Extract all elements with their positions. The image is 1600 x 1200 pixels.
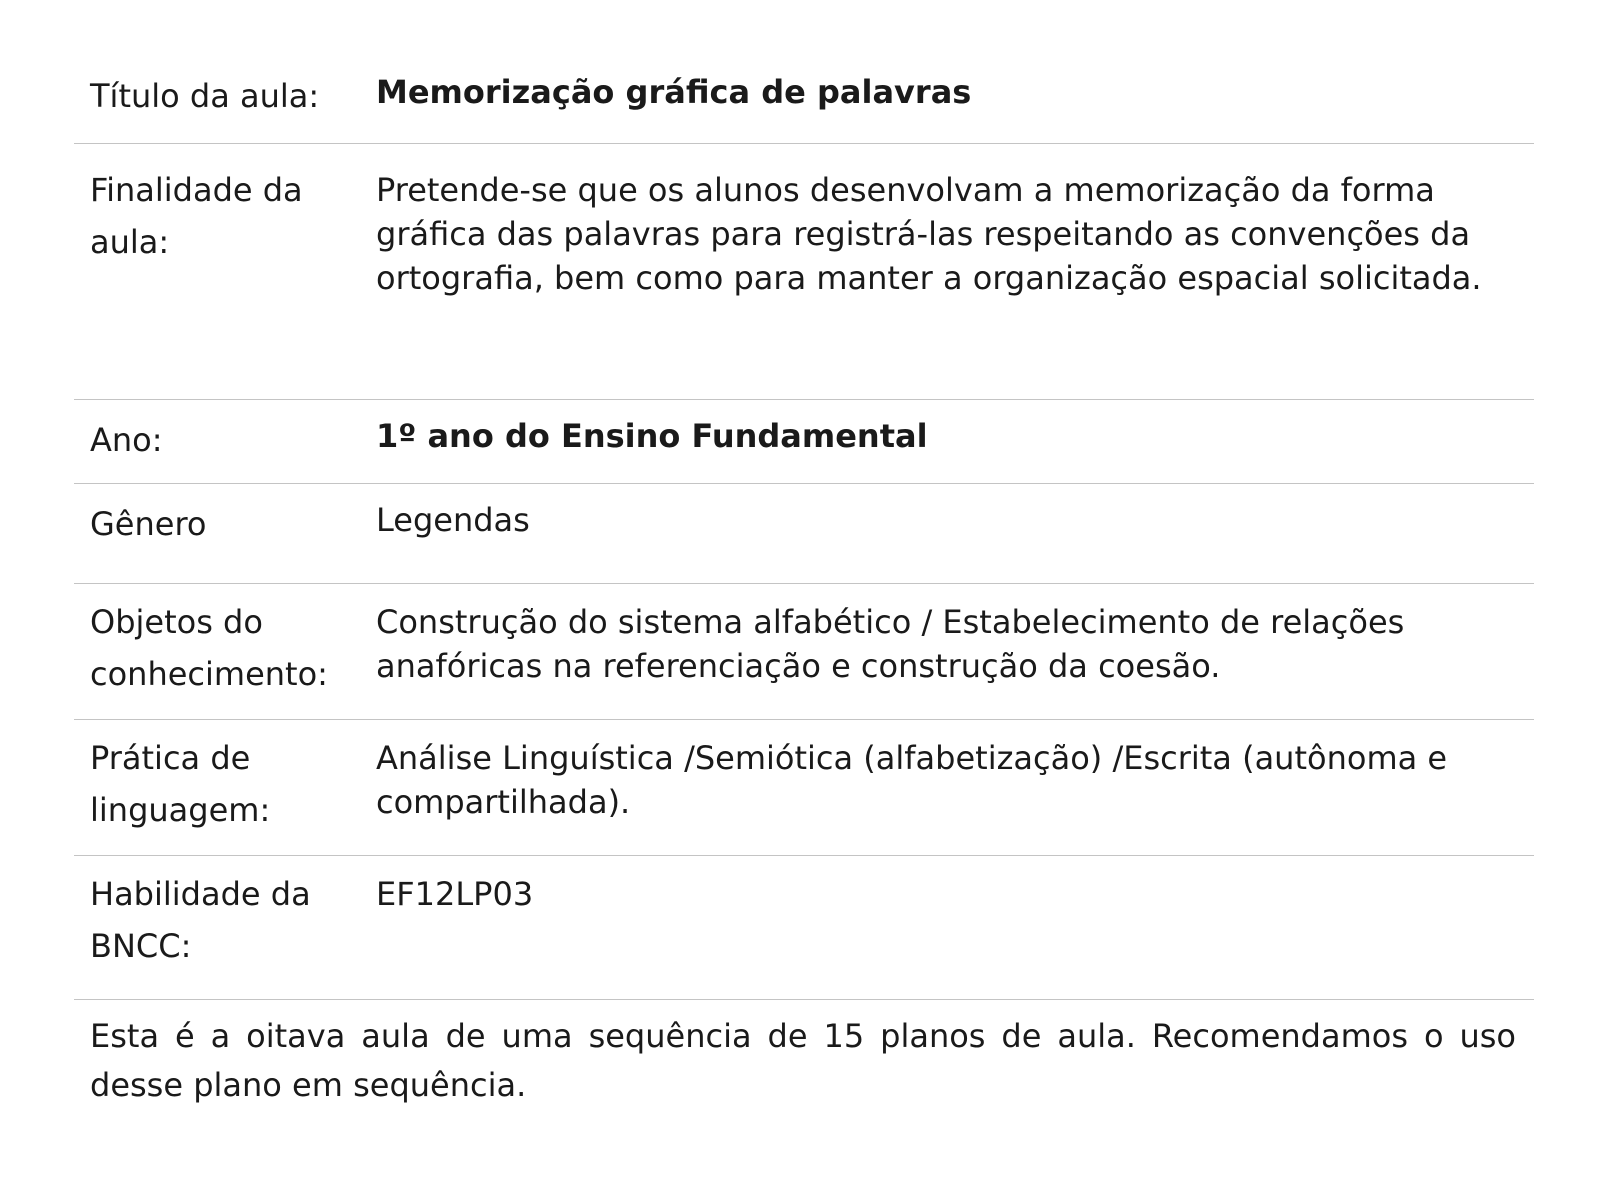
- genre-value: Legendas: [376, 501, 530, 539]
- row-lesson-purpose: [74, 144, 1534, 400]
- row-knowledge-objects: [74, 584, 1534, 720]
- language-practice-value: Análise Linguística /Semiótica (alfabetização) /Escrita (autônoma e compartilhada).: [376, 739, 1448, 821]
- lesson-purpose-value: Pretende-se que os alunos desenvolvam a memorização da forma gráfica das palavras para registrá-las respeitando as convenções da ortografia, bem como para manter a organização espacial solicitada.: [376, 171, 1482, 297]
- row-year: [74, 400, 1534, 484]
- knowledge-objects-label: Objetos do conhecimento:: [90, 603, 328, 693]
- row-genre: [74, 484, 1534, 584]
- row-bncc-skill: [74, 856, 1534, 1000]
- sequence-note: Esta é a oitava aula de uma sequência de 15 planos de aula. Recomendamos o uso desse plano em sequência.: [90, 1017, 1516, 1104]
- lesson-title-value: Memorização gráfica de palavras: [376, 73, 972, 111]
- bncc-skill-label: Habilidade da BNCC:: [90, 875, 311, 965]
- lesson-title-label: Título da aula:: [90, 77, 320, 115]
- language-practice-label: Prática de linguagem:: [90, 739, 271, 829]
- year-label: Ano:: [90, 421, 163, 459]
- knowledge-objects-value: Construção do sistema alfabético / Estabelecimento de relações anafóricas na referenciação e construção da coesão.: [376, 603, 1405, 685]
- genre-label: Gênero: [90, 505, 207, 543]
- lesson-purpose-label: Finalidade da aula:: [90, 171, 303, 261]
- row-lesson-title: [74, 48, 1534, 144]
- bncc-skill-value: EF12LP03: [376, 875, 534, 913]
- year-value: 1º ano do Ensino Fundamental: [376, 417, 928, 455]
- lesson-plan-table: [74, 48, 1534, 1110]
- row-language-practice: [74, 720, 1534, 856]
